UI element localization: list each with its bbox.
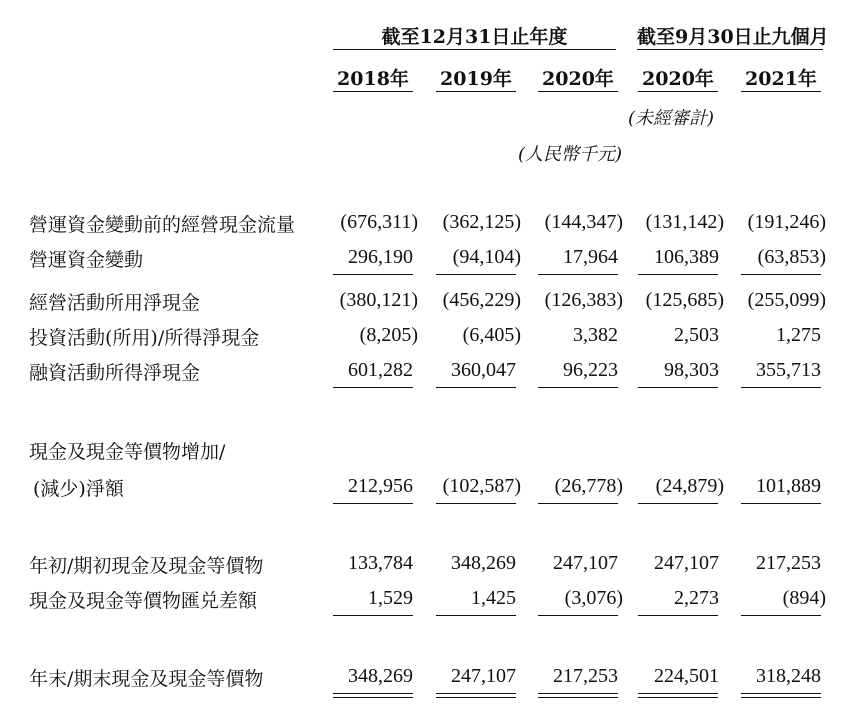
subtotal-rule-r7-c3 [638,615,718,616]
cell-r7-c2: (3,076) [564,587,623,609]
subtotal-rule-r4-c2 [538,387,618,388]
cell-r2-c2: (126,383) [544,289,623,311]
cell-r4-c1: 360,047 [451,359,516,381]
header-group-nine-months: 截至9月30日止九個月 [637,26,829,48]
row-label-net-cash-operating: 經營活動所用淨現金 [29,292,201,314]
total-double-rule-c2 [538,693,618,698]
cell-r3-c0: (8,205) [359,324,418,346]
cell-r7-c0: 1,529 [368,587,413,609]
column-header-2018-rule [333,91,413,92]
column-header-2021-rule [741,91,821,92]
unaudited-note: (未經審計) [628,108,715,129]
column-header-2018: 2018年 [337,68,409,90]
subtotal-rule-r5-c3 [638,503,718,504]
currency-note: (人民幣千元) [518,144,623,165]
subtotal-rule-r1-c2 [538,274,618,275]
row-label-net-cash-investing: 投資活動(所用)/所得淨現金 [29,327,260,349]
cell-r1-c4: (63,853) [757,246,826,268]
row-label-cash-beginning: 年初/期初現金及現金等價物 [29,555,264,577]
total-double-rule-c3 [638,693,718,698]
cell-r2-c1: (456,229) [442,289,521,311]
subtotal-rule-r5-c1 [436,503,516,504]
column-header-2019-rule [436,91,516,92]
cell-r6-c4: 217,253 [756,552,821,574]
row-label-net-change-cash: 現金及現金等價物增加/ [29,441,226,463]
cell-r5-c3: (24,879) [655,475,724,497]
cell-r3-c1: (6,405) [462,324,521,346]
cell-r0-c0: (676,311) [340,211,418,233]
cell-r3-c2: 3,382 [573,324,618,346]
subtotal-rule-r1-c4 [741,274,821,275]
cell-r2-c3: (125,685) [645,289,724,311]
cell-r6-c1: 348,269 [451,552,516,574]
subtotal-rule-r4-c0 [333,387,413,388]
header-group-year-end: 截至12月31日止年度 [381,26,568,48]
cell-r1-c3: 106,389 [654,246,719,268]
cell-r1-c1: (94,104) [452,246,521,268]
subtotal-rule-r7-c0 [333,615,413,616]
cell-r8-c4: 318,248 [756,665,821,687]
cell-r1-c2: 17,964 [563,246,618,268]
subtotal-rule-r4-c3 [638,387,718,388]
cell-r4-c4: 355,713 [756,359,821,381]
total-double-rule-c4 [741,693,821,698]
cell-r8-c0: 348,269 [348,665,413,687]
subtotal-rule-r7-c1 [436,615,516,616]
cell-r5-c0: 212,956 [348,475,413,497]
cell-r7-c3: 2,273 [674,587,719,609]
cell-r5-c2: (26,778) [554,475,623,497]
subtotal-rule-r1-c3 [638,274,718,275]
cell-r1-c0: 296,190 [348,246,413,268]
cell-r5-c1: (102,587) [442,475,521,497]
cell-r6-c3: 247,107 [654,552,719,574]
subtotal-rule-r4-c4 [741,387,821,388]
cell-r8-c2: 217,253 [553,665,618,687]
cell-r0-c2: (144,347) [544,211,623,233]
cell-r8-c3: 224,501 [654,665,719,687]
cell-r7-c4: (894) [782,587,826,609]
cell-r0-c3: (131,142) [645,211,724,233]
cell-r4-c3: 98,303 [664,359,719,381]
cell-r0-c1: (362,125) [442,211,521,233]
subtotal-rule-r1-c1 [436,274,516,275]
cell-r6-c0: 133,784 [348,552,413,574]
subtotal-rule-r4-c1 [436,387,516,388]
header-group-nine-months-rule [637,49,823,50]
cell-r3-c4: 1,275 [776,324,821,346]
column-header-2020-nine-months-rule [638,91,718,92]
column-header-2019: 2019年 [440,68,512,90]
row-label-net-cash-financing: 融資活動所得淨現金 [29,362,201,384]
column-header-2020-nine-months: 2020年 [642,68,714,90]
cell-r4-c0: 601,282 [348,359,413,381]
total-double-rule-c0 [333,693,413,698]
subtotal-rule-r5-c4 [741,503,821,504]
subtotal-rule-r5-c2 [538,503,618,504]
row-label-operating-cash-before-wc: 營運資金變動前的經營現金流量 [29,214,296,236]
subtotal-rule-r7-c2 [538,615,618,616]
column-header-2020-rule [538,91,618,92]
row-label-fx-difference: 現金及現金等價物匯兑差額 [29,590,258,612]
cell-r4-c2: 96,223 [563,359,618,381]
total-double-rule-c1 [436,693,516,698]
subtotal-rule-r7-c4 [741,615,821,616]
row-label-cash-end: 年末/期末現金及現金等價物 [29,668,264,690]
header-group-year-end-rule [333,49,616,50]
column-header-2021: 2021年 [745,68,817,90]
row-label-net-change-cash-cont: (減少)淨額 [33,478,124,500]
cell-r8-c1: 247,107 [451,665,516,687]
subtotal-rule-r5-c0 [333,503,413,504]
subtotal-rule-r1-c0 [333,274,413,275]
cell-r0-c4: (191,246) [747,211,826,233]
cell-r7-c1: 1,425 [471,587,516,609]
cell-r2-c4: (255,099) [747,289,826,311]
cell-r3-c3: 2,503 [674,324,719,346]
row-label-working-capital-changes: 營運資金變動 [29,249,144,271]
column-header-2020: 2020年 [542,68,614,90]
cell-r6-c2: 247,107 [553,552,618,574]
cell-r2-c0: (380,121) [339,289,418,311]
cell-r5-c4: 101,889 [756,475,821,497]
